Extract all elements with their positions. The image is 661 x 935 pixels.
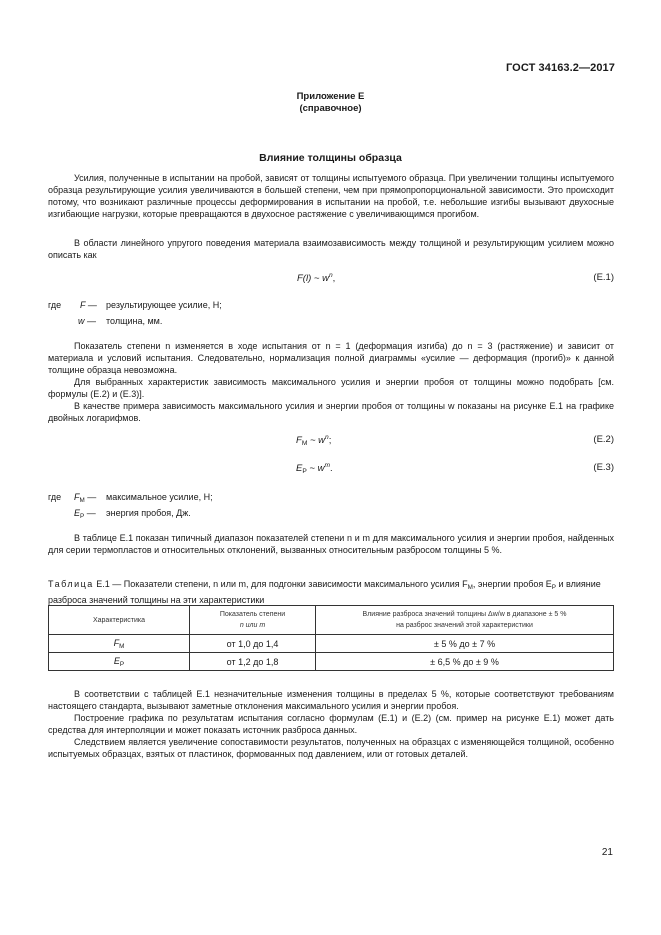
exponents-table (48, 605, 614, 671)
paragraph-8: Построение графика по результатам испытания согласно формулам (Е.1) и (Е.2) (см. пример на рисунке Е.1) может дать средства для интерполяции и может показать источник разброса данных. (48, 713, 614, 735)
where-word-2: где (48, 492, 62, 502)
formula-e1-number: (Е.1) (593, 272, 614, 283)
paragraph-3: Показатель степени n изменяется в ходе испытания от n = 1 (деформация изгиба) до n = 3 (растяжение) и зависит от материала и условий испытания. Следовательно, нормализация полной диаграммы «усилие — деформация (прогиб)» к данной толщине образца невозможна. (48, 341, 614, 375)
page-number: 21 (601, 847, 613, 858)
cell-deviation: ± 5 % до ± 7 % (316, 635, 614, 653)
where-word-1: где (48, 300, 62, 310)
paragraph-6: В таблице Е.1 показан типичный диапазон показателей степени n и m для максимального усилия и энергии пробоя, найденных для серии термопластов и относительных отклонений, вызванных относительным разбросом толщины 5 %. (48, 533, 614, 555)
where2-text-fm: максимальное усилие, Н; (106, 492, 213, 502)
formula-e3-number: (Е.3) (593, 462, 614, 473)
table-row (49, 653, 614, 671)
paragraph-4: Для выбранных характеристик зависимость максимального усилия и энергии пробоя от толщины можно подобрать [см. формулы (Е.2) и (Е.3)]. (48, 377, 614, 399)
appendix-heading (0, 91, 661, 115)
where2-symbol-ep: $E_P$ — (74, 508, 96, 520)
where1-text-w: толщина, мм. (106, 316, 163, 326)
cell-exponent: от 1,2 до 1,8 (190, 653, 316, 671)
cell-exponent: от 1,0 до 1,4 (190, 635, 316, 653)
section-title: Влияние толщины образца (259, 152, 402, 164)
paragraph-2: В области линейного упругого поведения материала взаимозависимость между толщиной и результирующим усилием можно описать как (48, 238, 614, 260)
appendix-subtitle: (справочное) (299, 103, 362, 114)
table-caption: Таблица Е.1 — Показатели степени, n или m, для подгонки зависимости максимального усилия $F_M$, энергии пробоя $E_P$ и влияние разброса значений толщины на эти характеристики (48, 579, 601, 605)
where1-symbol-f: F — (80, 300, 97, 310)
table-header-row (49, 606, 614, 635)
cell-characteristic: $F_M$ (49, 635, 190, 653)
formula-e1: F(l) ~ $w^n$, (297, 272, 336, 285)
standard-number: ГОСТ 34163.2—2017 (505, 62, 615, 74)
formula-e3: $E_P$ ~ $w^m$. (296, 462, 333, 476)
cell-deviation: ± 6,5 % до ± 9 % (316, 653, 614, 671)
where1-text-f: результирующее усилие, Н; (106, 300, 222, 310)
paragraph-1: Усилия, полученные в испытании на пробой, зависят от толщины испытуемого образца. При увеличении толщины испытуемого образца результирующие усилия увеличиваются в большей степени, чем при прямопропорциональной зависимости. Это происходит потому, что возникают различные процессы деформирования в испытании на пробой, т.е. небольшие изгибы вызывают двухосные изгибающие нагрузки, которые превращаются в двухосное растяжение с увеличивающимся прогибом. (48, 173, 614, 219)
formula-e2-number: (Е.2) (593, 434, 614, 445)
header-deviation: Влияние разброса значений толщины Δw/w в диапазоне ± 5 % на разброс значений этой характеристики (316, 606, 614, 635)
paragraph-9: Следствием является увеличение сопоставимости результатов, полученных на образцах с изменяющейся толщиной, особенно испытуемых образцах, взятых от пластинок, формованных под давлением, или от готовых деталей. (48, 737, 614, 759)
paragraph-5: В качестве примера зависимость максимального усилия и энергии пробоя от толщины w показаны на рисунке Е.1 на графике двойных логарифмов. (48, 401, 614, 423)
header-characteristic: Характеристика (49, 606, 190, 635)
formula-e2: $F_M$ ~ $w^n$; (296, 434, 332, 448)
where1-symbol-w: w — (78, 316, 96, 326)
where2-text-ep: энергия пробоя, Дж. (106, 508, 191, 518)
paragraph-7: В соответствии с таблицей Е.1 незначительные изменения толщины в пределах 5 %, которые соответствуют требованиям настоящего стандарта, вызывают заметные отклонения максимального усилия и энергии пробоя. (48, 689, 614, 711)
cell-characteristic: $E_P$ (49, 653, 190, 671)
table-row (49, 635, 614, 653)
where2-symbol-fm: $F_M$ — (74, 492, 97, 504)
header-exponent: Показатель степени n или m (190, 606, 316, 635)
appendix-title: Приложение Е (296, 91, 365, 102)
